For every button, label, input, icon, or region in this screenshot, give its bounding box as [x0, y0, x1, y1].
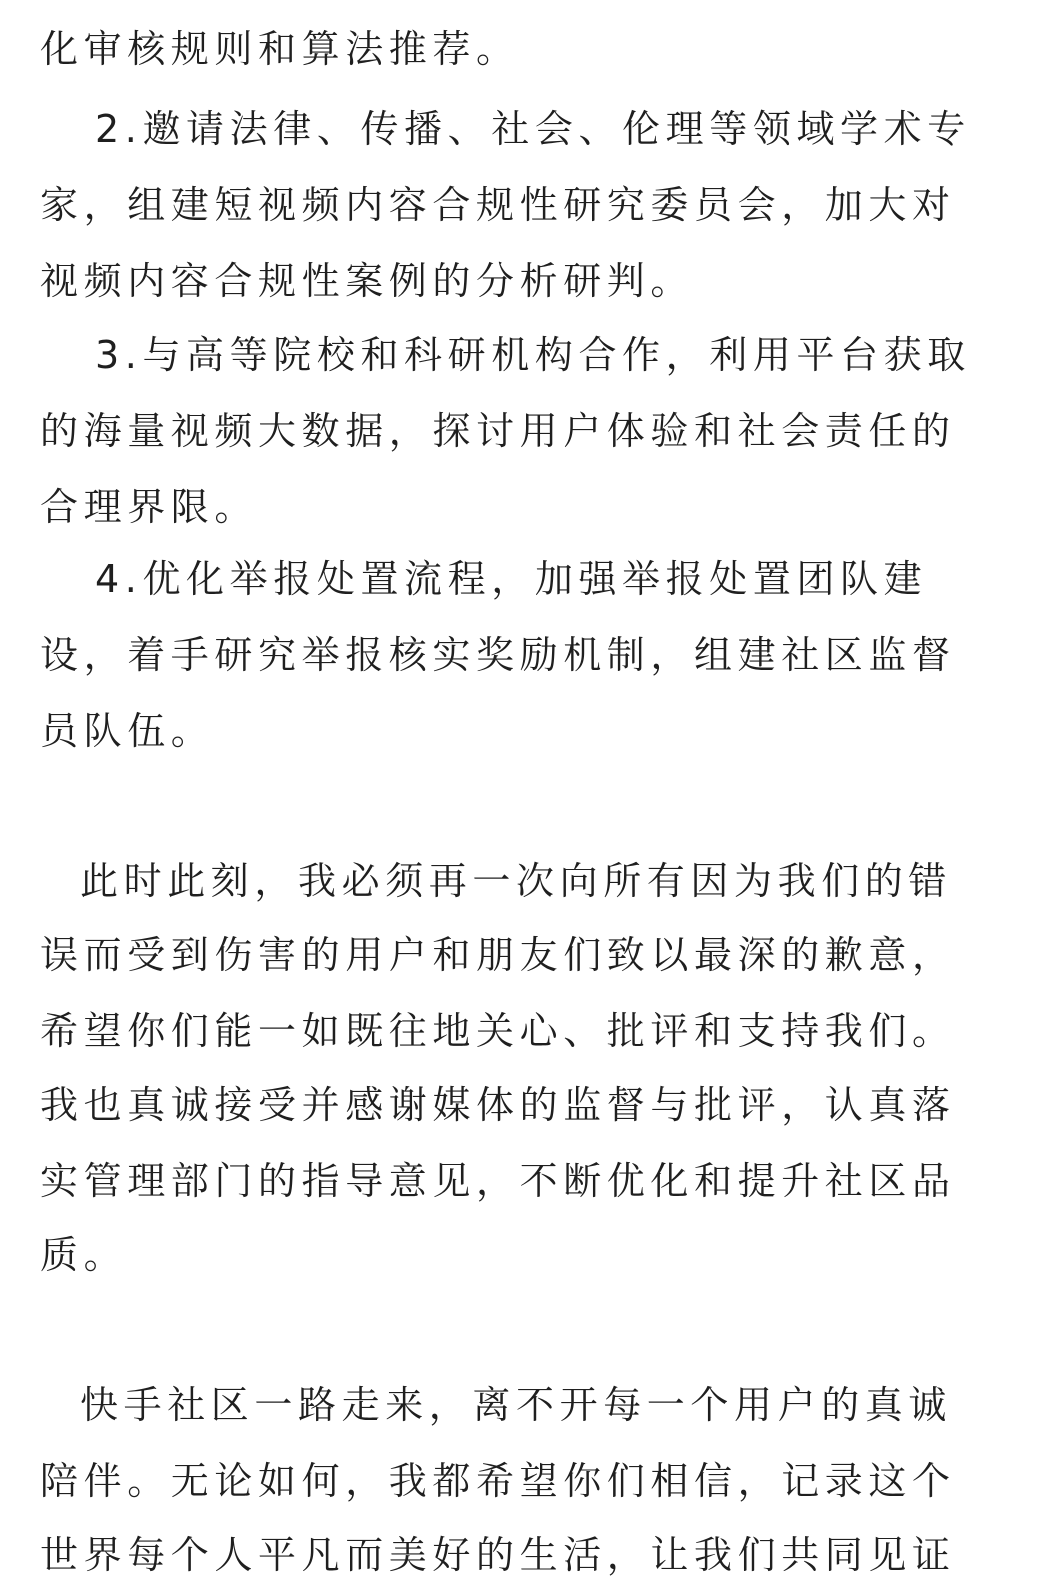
text-line: 视频内容合规性案例的分析研判。	[40, 259, 695, 303]
text-line: 3.与高等院校和科研机构合作，利用平台获取	[95, 333, 971, 377]
text-line: 的海量视频大数据，探讨用户体验和社会责任的	[40, 409, 956, 453]
text-line: 希望你们能一如既往地关心、批评和支持我们。	[40, 1009, 956, 1053]
text-line: 家，组建短视频内容合规性研究委员会，加大对	[40, 183, 956, 227]
text-line: 设，着手研究举报核实奖励机制，组建社区监督	[40, 633, 956, 677]
text-line: 实管理部门的指导意见，不断优化和提升社区品	[40, 1159, 956, 1203]
text-line: 4.优化举报处置流程，加强举报处置团队建	[95, 557, 928, 601]
text-line: 化审核规则和算法推荐。	[40, 27, 520, 71]
text-line: 快手社区一路走来，离不开每一个用户的真诚	[80, 1383, 953, 1427]
text-line: 此时此刻，我必须再一次向所有因为我们的错	[80, 859, 953, 903]
text-line: 质。	[40, 1233, 128, 1277]
text-line: 误而受到伤害的用户和朋友们致以最深的歉意，	[40, 933, 956, 977]
text-line: 2.邀请法律、传播、社会、伦理等领域学术专	[95, 107, 971, 151]
text-line: 员队伍。	[40, 709, 215, 753]
text-line: 我也真诚接受并感谢媒体的监督与批评，认真落	[40, 1083, 956, 1127]
text-line: 陪伴。无论如何，我都希望你们相信，记录这个	[40, 1459, 956, 1503]
text-line: 合理界限。	[40, 485, 259, 529]
text-line: 世界每个人平凡而美好的生活，让我们共同见证	[40, 1533, 956, 1577]
